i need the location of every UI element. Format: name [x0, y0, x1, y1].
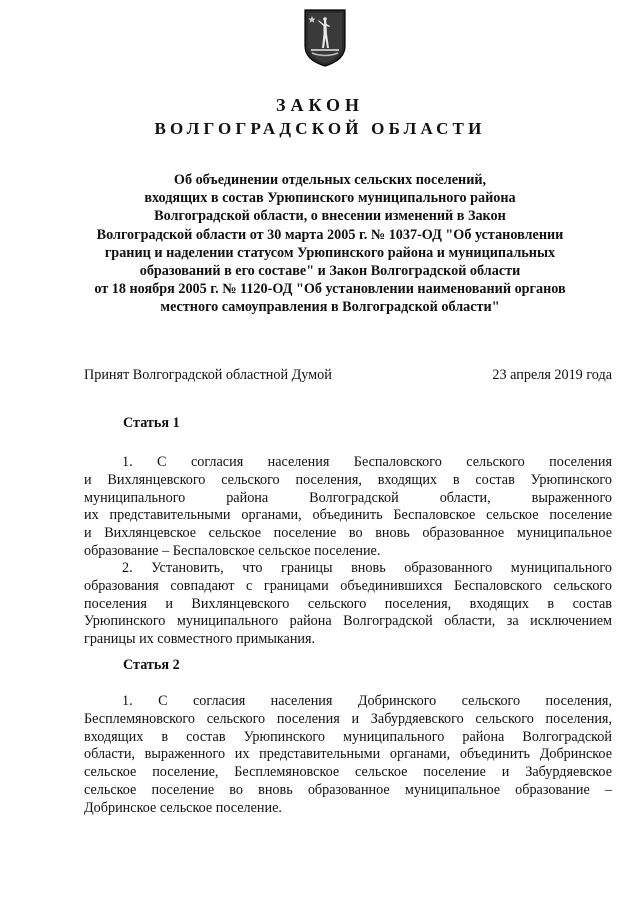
- law-title-line: Об объединении отдельных сельских поселений,: [173, 172, 487, 188]
- law-title-line: входящих в состав Урюпинского муниципального района: [144, 190, 516, 207]
- paragraph-line: и Вихлянцевское сельское поселение во вновь образованное муниципальное: [84, 525, 612, 542]
- article-2-paragraph-1: [84, 693, 612, 818]
- paragraph-line: Добринское сельское поселение.: [84, 799, 282, 816]
- law-title-line: границ и наделении статусом Урюпинского района и муниципальных: [104, 244, 556, 261]
- paragraph-line: 1. С согласия населения Беспаловского сельского поселения: [122, 454, 612, 470]
- region-heading: ВОЛГОГРАДСКОЙ ОБЛАСТИ: [154, 119, 486, 138]
- paragraph-line: образование – Беспаловское сельское поселение.: [84, 542, 381, 559]
- article-1-title: Статья 1: [123, 415, 180, 431]
- adoption-date: 23 апреля 2019 года: [492, 367, 612, 383]
- law-title-line: Волгоградской области от 30 марта 2005 г. № 1037-ОД "Об установлении: [96, 226, 564, 243]
- paragraph-line: Бесплемяновского сельского поселения и Забурдяевского сельского поселения,: [84, 710, 612, 727]
- paragraph-line: их представительными органами, объединить Беспаловское сельское поселение: [84, 507, 612, 524]
- article-1-paragraph-2: [84, 560, 612, 649]
- paragraph-line: поселения и Вихлянцевского сельского поселения, входящих в состав: [84, 595, 612, 612]
- volgograd-coat-of-arms-icon: [303, 8, 347, 68]
- law-title-line: местного самоуправления в Волгоградской области": [160, 299, 500, 316]
- paragraph-line: 1. С согласия населения Добринского сельского поселения,: [122, 693, 612, 709]
- law-title: [80, 171, 580, 317]
- law-title-line: Волгоградской области, о внесении изменений в Закон: [154, 208, 506, 225]
- paragraph-line: муниципального района Волгоградской области, выраженного: [84, 489, 612, 506]
- paragraph-line: образования совпадают с границами объединившихся Беспаловского сельского: [84, 577, 612, 594]
- law-heading: ЗАКОН: [275, 95, 365, 115]
- paragraph-line: сельское поселение во вновь образованное муниципальное образование –: [84, 781, 612, 798]
- paragraph-line: области, выраженного их представительными органами, объединить Добринское: [84, 746, 612, 763]
- law-title-line: образований в его составе" и Закон Волгоградской области: [139, 263, 521, 280]
- paragraph-line: границы их совместного примыкания.: [84, 631, 316, 648]
- article-1-paragraph-1: [84, 454, 612, 561]
- paragraph-line: 2. Установить, что границы вновь образованного муниципального: [122, 560, 612, 576]
- paragraph-line: и Вихлянцевского сельского поселения, входящих в состав Урюпинского: [84, 471, 612, 488]
- article-2-title: Статья 2: [123, 657, 180, 673]
- adopted-by: Принят Волгоградской областной Думой: [84, 367, 332, 383]
- paragraph-line: сельское поселение, Бесплемяновское сельское поселение и Забурдяевское: [84, 764, 612, 781]
- paragraph-line: входящих в состав Урюпинского муниципального района Волгоградской: [84, 728, 612, 745]
- law-title-line: от 18 ноября 2005 г. № 1120-ОД "Об установлении наименований органов: [94, 281, 566, 298]
- paragraph-line: Урюпинского муниципального района Волгоградской области, за исключением: [84, 613, 612, 630]
